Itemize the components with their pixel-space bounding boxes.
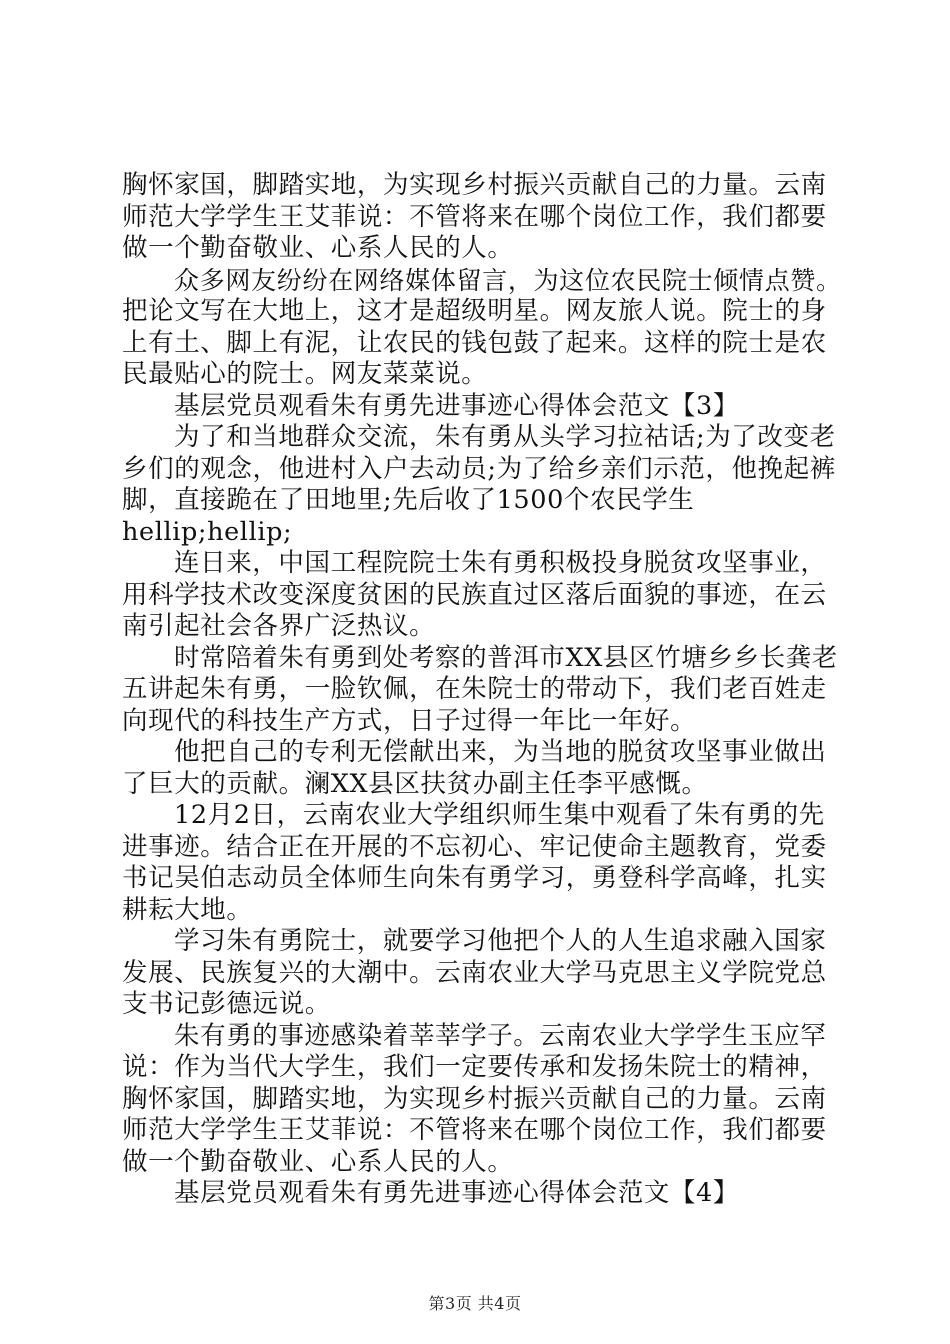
text-line: hellip;hellip;: [122, 516, 293, 547]
text-line: 做一个勤奋敬业、心系人民的人。: [122, 233, 514, 263]
text-line: 民最贴心的院士。网友菜菜说。: [122, 359, 488, 389]
text-line: 脚，直接跪在了田地里;先后收了1500个农民学生: [122, 485, 695, 515]
text-line: 向现代的科技生产方式，日子过得一年比一年好。: [122, 705, 697, 736]
text-line: 12月2日，云南农业大学组织师生集中观看了朱有勇的先: [174, 800, 825, 830]
text-line: 胸怀家国，脚踏实地，为实现乡村振兴贡献自己的力量。云南: [122, 170, 827, 200]
text-line: 支书记彭德远说。: [122, 989, 331, 1019]
text-line: 上有土、脚上有泥，让农民的钱包鼓了起来。这样的院士是农: [122, 327, 827, 358]
text-line: 他把自己的专利无偿献出来，为当地的脱贫攻坚事业做出: [174, 737, 827, 767]
text-line: 了巨大的贡献。澜XX县区扶贫办副主任李平感慨。: [122, 768, 708, 799]
document-body: [122, 170, 842, 1210]
text-line: 用科学技术改变深度贫困的民族直过区落后面貌的事迹，在云: [122, 579, 827, 610]
text-line: 学习朱有勇院士，就要学习他把个人的人生追求融入国家: [174, 926, 827, 956]
text-line: 乡们的观念，他进村入户去动员;为了给乡亲们示范，他挽起裤: [122, 453, 836, 484]
text-line: 时常陪着朱有勇到处考察的普洱市XX县区竹塘乡乡长龚老: [174, 642, 838, 673]
text-line: 连日来，中国工程院院士朱有勇积极投身脱贫攻坚事业，: [174, 548, 827, 578]
text-line: 说：作为当代大学生，我们一定要传承和发扬朱院士的精神，: [122, 1052, 827, 1082]
text-line: 师范大学学生王艾菲说：不管将来在哪个岗位工作，我们都要: [122, 1115, 827, 1145]
text-line: 做一个勤奋敬业、心系人民的人。: [122, 1146, 514, 1177]
text-line: 五讲起朱有勇，一脸钦佩，在朱院士的带动下，我们老百姓走: [122, 674, 827, 704]
text-line: 书记吴伯志动员全体师生向朱有勇学习，勇登科学高峰，扎实: [122, 863, 827, 893]
text-line: 为了和当地群众交流，朱有勇从头学习拉祜话;为了改变老: [174, 422, 836, 452]
text-line: 进事迹。结合正在开展的不忘初心、牢记使命主题教育，党委: [122, 831, 827, 862]
section-heading: 基层党员观看朱有勇先进事迹心得体会范文【4】: [174, 1178, 739, 1208]
text-line: 师范大学学生王艾菲说：不管将来在哪个岗位工作，我们都要: [122, 201, 827, 232]
text-line: 胸怀家国，脚踏实地，为实现乡村振兴贡献自己的力量。云南: [122, 1083, 827, 1114]
text-line: 把论文写在大地上，这才是超级明星。网友旅人说。院士的身: [122, 296, 827, 326]
text-line: 发展、民族复兴的大潮中。云南农业大学马克思主义学院党总: [122, 957, 827, 988]
page-footer: 第3页 共4页: [428, 1294, 522, 1313]
text-line: 朱有勇的事迹感染着莘莘学子。云南农业大学学生玉应罕: [174, 1020, 827, 1051]
text-line: 耕耘大地。: [122, 894, 253, 925]
section-heading: 基层党员观看朱有勇先进事迹心得体会范文【3】: [174, 390, 739, 421]
text-line: 南引起社会各界广泛热议。: [122, 611, 436, 641]
text-line: 众多网友纷纷在网络媒体留言，为这位农民院士倾情点赞。: [174, 265, 842, 295]
